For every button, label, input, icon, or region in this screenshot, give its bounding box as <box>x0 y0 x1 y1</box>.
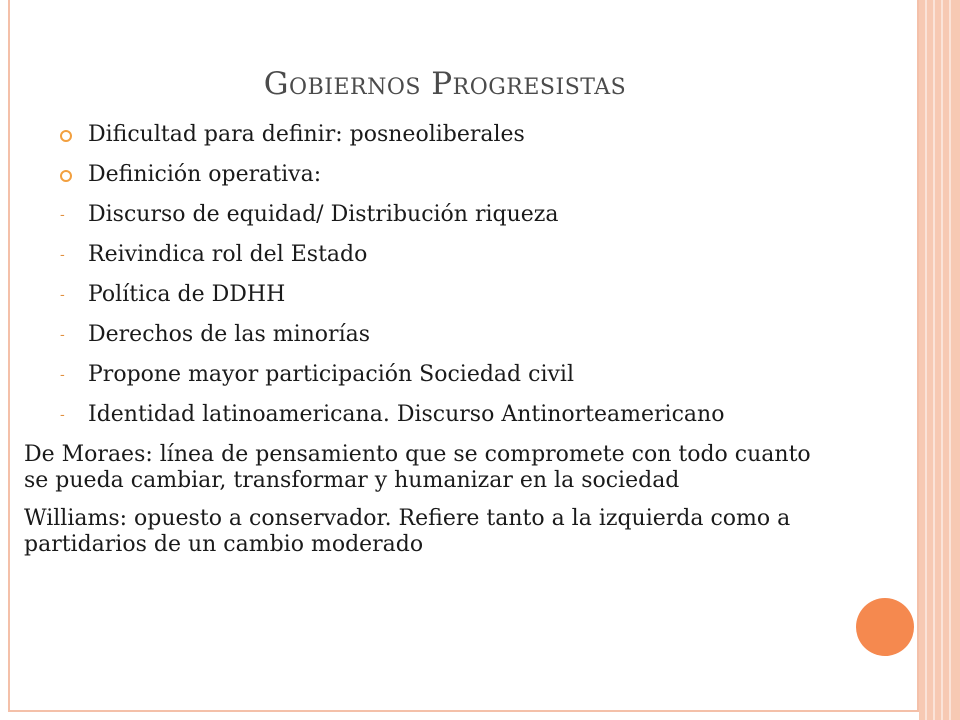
right-stripe-band <box>919 0 960 720</box>
paragraph <box>0 506 840 558</box>
stripe-line <box>941 0 943 720</box>
slide-title: Gobiernos Progresistas <box>263 66 627 102</box>
paragraph <box>0 442 840 494</box>
dash-text: Política de DDHH <box>88 282 286 307</box>
slide-content <box>24 122 840 570</box>
dash-icon: - <box>60 327 65 343</box>
decorative-circle <box>856 598 914 656</box>
dash-item <box>60 322 840 348</box>
dash-item <box>60 282 840 308</box>
bullet-icon <box>60 130 72 142</box>
dash-icon: - <box>60 287 65 303</box>
stripe-line <box>949 0 951 720</box>
dash-text: Identidad latinoamericana. Discurso Antinorteamericano <box>88 402 725 427</box>
stripe-line <box>925 0 927 720</box>
bullet-item <box>60 122 840 148</box>
dash-item <box>60 242 840 268</box>
dash-item <box>60 402 840 428</box>
bullet-icon <box>60 170 72 182</box>
stripe-line <box>933 0 935 720</box>
bullet-text: Dificultad para definir: posneoliberales <box>88 122 525 147</box>
dash-icon: - <box>60 247 65 263</box>
bullet-item <box>60 162 840 188</box>
dash-item <box>60 202 840 228</box>
paragraph-text: Williams: opuesto a conservador. Refiere tanto a la izquierda como a partidarios de un cambio moderado <box>24 506 791 557</box>
dash-text: Propone mayor participación Sociedad civil <box>88 362 574 387</box>
dash-text: Discurso de equidad/ Distribución riqueza <box>88 202 559 227</box>
dash-item <box>60 362 840 388</box>
dash-icon: - <box>60 207 65 223</box>
bullet-text: Definición operativa: <box>88 162 322 187</box>
paragraph-text: De Moraes: línea de pensamiento que se compromete con todo cuanto se pueda cambiar, transformar y humanizar en la sociedad <box>24 442 811 493</box>
dash-icon: - <box>60 407 65 423</box>
dash-text: Derechos de las minorías <box>88 322 371 347</box>
dash-text: Reivindica rol del Estado <box>88 242 368 267</box>
dash-icon: - <box>60 367 65 383</box>
